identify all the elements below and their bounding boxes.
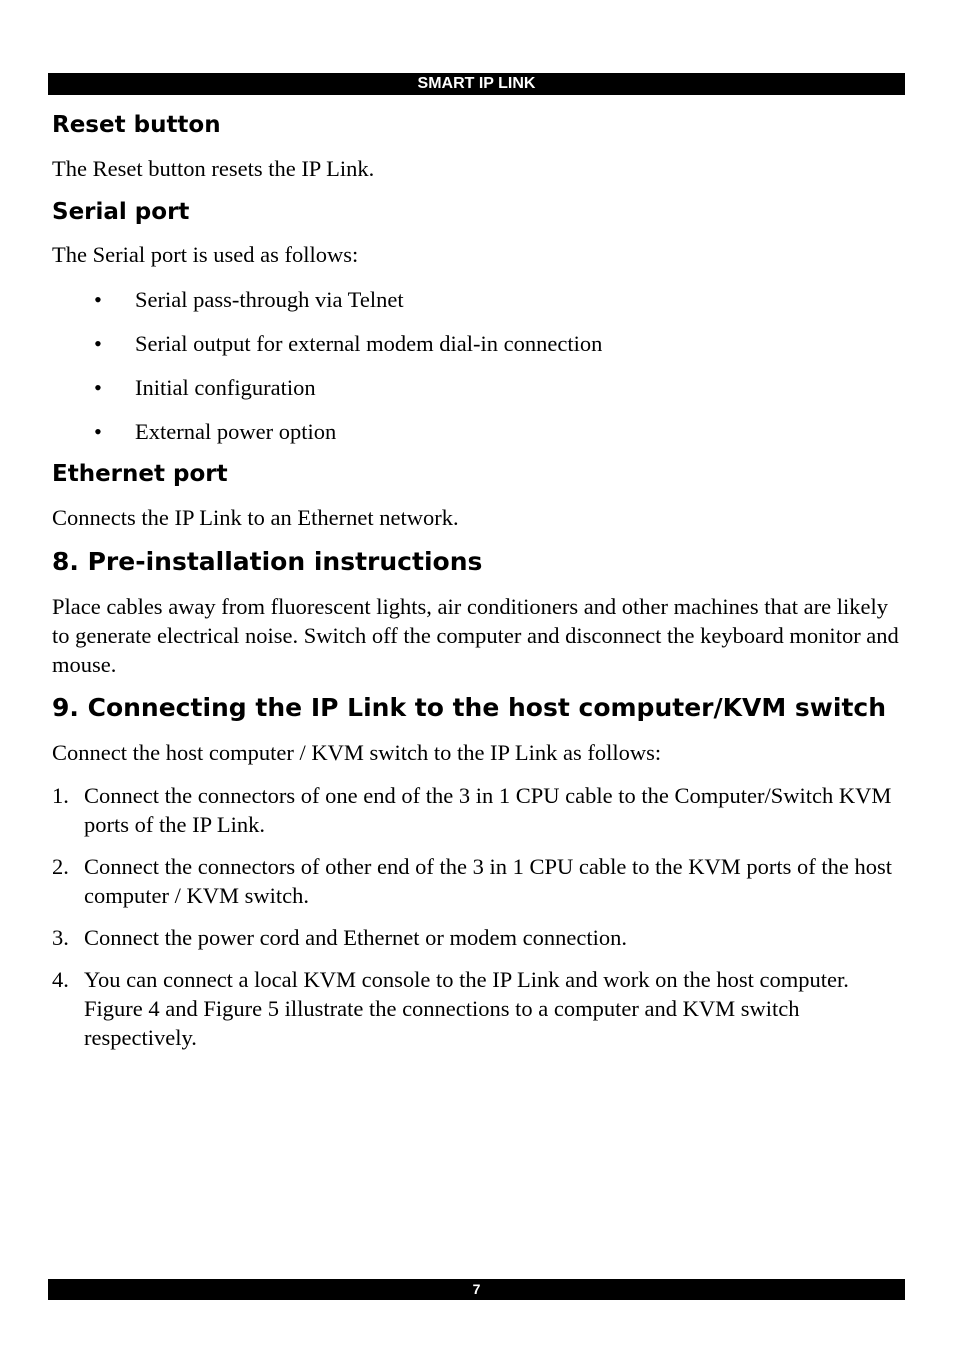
step-text: Connect the connectors of one end of the 3 in 1 CPU cable to the Computer/Switch KVM ports of the IP Link. [84, 783, 892, 837]
preinstall-heading: 8. Pre-installation instructions [52, 547, 483, 576]
step-text: Connect the connectors of other end of the 3 in 1 CPU cable to the KVM ports of the host computer / KVM switch. [84, 854, 892, 908]
running-footer [48, 1279, 905, 1300]
list-item-text: Serial pass-through via Telnet [135, 287, 404, 312]
page-number: 7 [472, 1281, 481, 1297]
preinstall-text: Place cables away from fluorescent lights, air conditioners and other machines that are likely to generate electrical noise. Switch off the computer and disconnect the keyboard monitor and mouse. [52, 594, 899, 677]
bullet-icon: • [94, 419, 102, 444]
ethernet-port-text: Connects the IP Link to an Ethernet network. [52, 505, 459, 530]
serial-port-heading: Serial port [52, 199, 190, 225]
connecting-heading: 9. Connecting the IP Link to the host computer/KVM switch [52, 693, 887, 722]
reset-button-heading: Reset button [52, 112, 221, 138]
list-item-text: Initial configuration [135, 375, 316, 400]
step-number: 3. [52, 925, 69, 950]
connecting-intro: Connect the host computer / KVM switch to the IP Link as follows: [52, 740, 662, 765]
serial-port-intro: The Serial port is used as follows: [52, 242, 359, 267]
list-item [52, 852, 902, 910]
step-number: 4. [52, 967, 69, 992]
step-text: Connect the power cord and Ethernet or modem connection. [84, 925, 627, 950]
step-number: 1. [52, 783, 69, 808]
bullet-icon: • [94, 331, 102, 356]
step-number: 2. [52, 854, 69, 879]
ethernet-port-heading: Ethernet port [52, 461, 228, 487]
list-item [52, 923, 902, 952]
header-title: SMART IP LINK [417, 75, 536, 92]
bullet-icon: • [94, 375, 102, 400]
list-item-text: External power option [135, 419, 337, 444]
list-item-text: Serial output for external modem dial-in connection [135, 331, 603, 356]
step-text: You can connect a local KVM console to the IP Link and work on the host computer. Figure 4 and Figure 5 illustrate the connections to a computer and KVM switch respectively. [84, 967, 849, 1050]
bullet-icon: • [94, 287, 102, 312]
list-item [52, 781, 902, 839]
running-header [48, 73, 905, 95]
list-item [52, 965, 902, 1052]
reset-button-text: The Reset button resets the IP Link. [52, 156, 375, 181]
